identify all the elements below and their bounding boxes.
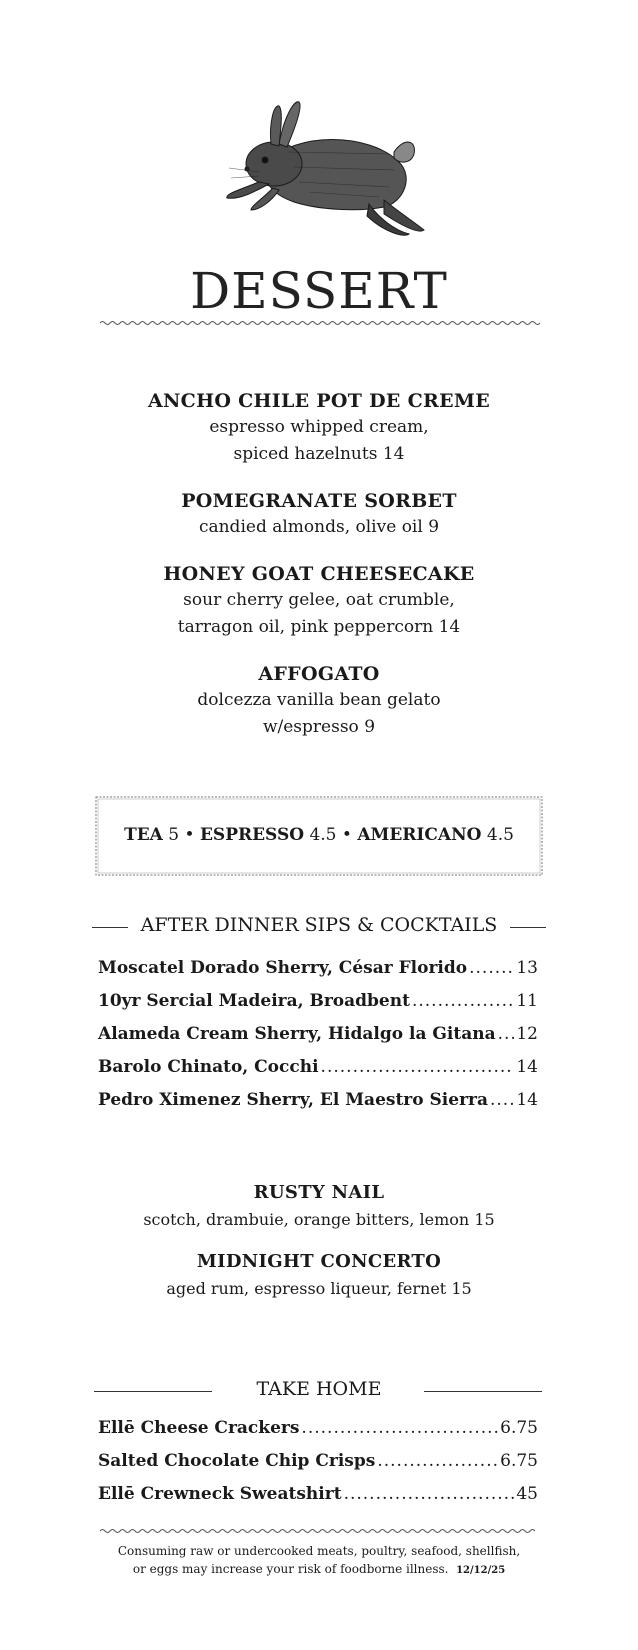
coffee-item-price: 4.5 <box>309 825 337 845</box>
dot-leader <box>344 1484 515 1504</box>
dot-leader <box>377 1451 498 1471</box>
dessert-desc: spiced hazelnuts 14 <box>233 444 405 464</box>
sip-price: 11 <box>516 991 538 1011</box>
coffee-box <box>94 795 544 877</box>
dessert-item <box>0 561 638 641</box>
coffee-item-price: 4.5 <box>486 825 514 845</box>
sip-name: Pedro Ximenez Sherry, El Maestro Sierra <box>98 1090 488 1110</box>
take-home-price: 45 <box>516 1484 538 1504</box>
dessert-item <box>0 661 638 741</box>
dessert-desc: sour cherry gelee, oat crumble, <box>183 590 455 610</box>
cocktail-name: RUSTY NAIL <box>253 1182 385 1203</box>
sip-name: Alameda Cream Sherry, Hidalgo la Gitana <box>98 1024 496 1044</box>
footer-disclaimer <box>0 1542 638 1580</box>
take-home-price: 6.75 <box>500 1418 538 1438</box>
take-home-list <box>98 1418 538 1517</box>
rabbit-illustration <box>0 92 638 252</box>
take-home-price: 6.75 <box>500 1451 538 1471</box>
sip-price: 12 <box>516 1024 538 1044</box>
wavy-divider <box>100 318 540 328</box>
disclaimer-text: or eggs may increase your risk of foodborne illness. <box>132 1562 449 1576</box>
sip-price: 14 <box>516 1057 538 1077</box>
disclaimer-line: Consuming raw or undercooked meats, poultry, seafood, shellfish, <box>117 1544 521 1558</box>
menu-date: 12/12/25 <box>456 1565 506 1576</box>
dot-leader <box>498 1024 515 1044</box>
sip-row <box>98 958 538 991</box>
dessert-list <box>0 388 638 761</box>
cocktail-desc: aged rum, espresso liqueur, fernet 15 <box>166 1279 472 1298</box>
dessert-desc: candied almonds, olive oil 9 <box>198 517 440 537</box>
coffee-item-name: ESPRESSO <box>199 825 305 845</box>
dessert-desc: w/espresso 9 <box>262 717 376 737</box>
dessert-item <box>0 488 638 541</box>
dot-leader <box>412 991 514 1011</box>
sip-price: 14 <box>516 1090 538 1110</box>
coffee-item-price: 5 <box>168 825 180 845</box>
dessert-item <box>0 388 638 468</box>
sip-row <box>98 1057 538 1090</box>
separator: • <box>184 825 195 845</box>
heading-rule-right <box>510 927 546 928</box>
dot-leader <box>321 1057 515 1077</box>
separator: • <box>341 825 352 845</box>
dot-leader <box>490 1090 514 1110</box>
sip-row <box>98 1024 538 1057</box>
page-title: DESSERT <box>190 262 448 320</box>
take-home-heading: TAKE HOME <box>256 1378 382 1400</box>
cocktail-list <box>0 1180 638 1318</box>
take-home-row <box>98 1451 538 1484</box>
sip-row <box>98 991 538 1024</box>
dessert-desc: espresso whipped cream, <box>209 417 429 437</box>
sip-price: 13 <box>516 958 538 978</box>
dessert-name: AFFOGATO <box>258 663 380 685</box>
dessert-name: ANCHO CHILE POT DE CREME <box>147 390 491 412</box>
cocktail-item <box>0 1249 638 1302</box>
dessert-desc: tarragon oil, pink peppercorn 14 <box>177 617 461 637</box>
disclaimer-line-2 <box>0 1560 638 1580</box>
cocktail-item <box>0 1180 638 1233</box>
take-home-row <box>98 1484 538 1517</box>
sip-row <box>98 1090 538 1123</box>
sips-list <box>98 958 538 1123</box>
coffee-item-name: TEA <box>124 825 163 845</box>
sips-heading: AFTER DINNER SIPS & COCKTAILS <box>140 914 498 936</box>
sip-name: Moscatel Dorado Sherry, César Florido <box>98 958 468 978</box>
take-home-name: Ellē Crewneck Sweatshirt <box>98 1484 342 1504</box>
take-home-name: Salted Chocolate Chip Crisps <box>98 1451 376 1471</box>
cocktail-desc: scotch, drambuie, orange bitters, lemon 15 <box>143 1210 495 1229</box>
heading-rule-right <box>424 1391 542 1392</box>
take-home-row <box>98 1418 538 1451</box>
sip-name: Barolo Chinato, Cocchi <box>98 1057 319 1077</box>
rabbit-icon <box>199 92 439 242</box>
dot-leader <box>301 1418 498 1438</box>
dessert-name: POMEGRANATE SORBET <box>181 490 457 512</box>
dessert-desc: dolcezza vanilla bean gelato <box>197 690 441 710</box>
coffee-item-name: AMERICANO <box>357 825 482 845</box>
wavy-divider <box>100 1526 540 1536</box>
cocktail-name: MIDNIGHT CONCERTO <box>196 1251 442 1272</box>
sip-name: 10yr Sercial Madeira, Broadbent <box>98 991 410 1011</box>
dot-leader <box>469 958 514 978</box>
take-home-name: Ellē Cheese Crackers <box>98 1418 300 1438</box>
dessert-name: HONEY GOAT CHEESECAKE <box>163 563 475 585</box>
coffee-line <box>94 825 544 845</box>
